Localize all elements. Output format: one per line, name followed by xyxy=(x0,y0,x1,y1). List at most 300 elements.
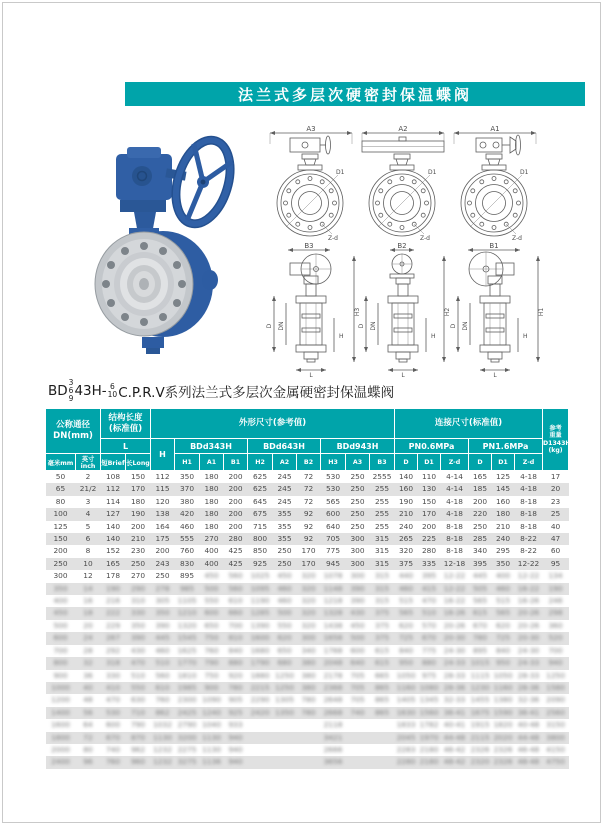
dim-label-b2: B2 xyxy=(397,242,407,250)
table-cell: 1770 xyxy=(177,658,197,668)
dim-label-h: H xyxy=(431,333,436,340)
table-cell: 705 xyxy=(325,534,341,544)
table-cell: 780 xyxy=(301,707,316,717)
table-row xyxy=(46,483,569,495)
table-cell: 715 xyxy=(252,521,268,531)
table-cell: 32-36 xyxy=(517,695,540,705)
table-cell: 200 xyxy=(228,496,243,506)
table-cell: 565 xyxy=(472,596,488,606)
table-cell: 985 xyxy=(179,583,195,593)
table-cell: 20-26 xyxy=(443,620,466,630)
table-cell: 900 xyxy=(53,670,68,680)
table-cell: 840 xyxy=(228,645,243,655)
table-cell: 267 xyxy=(105,633,121,643)
table-cell: 440 xyxy=(398,571,414,581)
table-cell: 445 xyxy=(155,633,170,643)
table-cell: 780 xyxy=(301,695,316,705)
table-cell: 865 xyxy=(374,707,390,717)
sub-header-cell: D1 xyxy=(492,454,515,471)
table-cell: 2048 xyxy=(323,658,343,668)
sub-header-cell: 短Brief xyxy=(101,454,126,471)
diagram-front-a2 xyxy=(356,124,450,242)
bottom-cap-end xyxy=(146,348,160,354)
table-cell: 250 xyxy=(350,484,365,494)
table-cell: 65 xyxy=(55,484,66,494)
table-cell: 920 xyxy=(228,670,243,680)
table-cell: 200 xyxy=(228,484,243,494)
table-cell: 425 xyxy=(228,546,243,556)
table-cell: 100 xyxy=(53,509,68,519)
table-cell: 560 xyxy=(228,583,243,593)
table-cell: 620 xyxy=(277,633,292,643)
table-cell: 12-22 xyxy=(517,558,540,568)
table-cell: 250 xyxy=(350,509,365,519)
table-cell: 225 xyxy=(421,534,437,544)
table-cell: 315 xyxy=(374,571,390,581)
sub-header-cell: Z-d xyxy=(515,454,543,471)
table-cell: 110 xyxy=(421,472,437,481)
table-cell: 380 xyxy=(301,658,316,668)
table-cell: 40 xyxy=(83,682,93,692)
spec-table-body xyxy=(46,471,569,769)
table-cell: 1658 xyxy=(323,633,343,643)
table-cell: 1032 xyxy=(153,720,172,730)
table-cell xyxy=(297,732,321,744)
table-cell xyxy=(346,756,370,768)
dim-label-h3: H3 xyxy=(354,307,361,317)
table-cell: 210 xyxy=(130,534,146,544)
table-cell: 28-36 xyxy=(517,682,540,692)
header-model-943: BDd943H xyxy=(321,439,395,454)
table-cell: 390 xyxy=(130,633,146,643)
table-cell: 12-22 xyxy=(517,571,540,581)
table-cell: 20-26 xyxy=(517,608,540,618)
table-cell: 2420 xyxy=(250,707,270,717)
table-cell: 555 xyxy=(179,534,195,544)
dim-label-zd: Z-d xyxy=(328,235,338,242)
table-cell: 1438 xyxy=(323,620,343,630)
dim-label-h: H xyxy=(523,333,528,340)
table-cell: 530 xyxy=(105,707,121,717)
table-cell: 1190 xyxy=(250,596,270,606)
table-cell: 200 xyxy=(155,546,170,556)
table-cell: 318 xyxy=(105,658,121,668)
table-cell: 450 xyxy=(204,571,219,581)
table-cell: 2280 xyxy=(396,757,416,767)
table-cell: 25 xyxy=(550,509,561,519)
table-cell: 250 xyxy=(277,546,292,556)
table-cell: 400 xyxy=(495,571,511,581)
table-cell: 1130 xyxy=(202,732,221,742)
table-cell: 250 xyxy=(155,571,170,581)
table-cell: 2326 xyxy=(470,744,490,754)
table-cell: 1250 xyxy=(275,682,294,692)
table-cell: 28-33 xyxy=(517,670,540,680)
model-designation xyxy=(48,377,588,405)
table-cell: 16 xyxy=(83,596,93,606)
table-cell: 1240 xyxy=(202,707,221,717)
table-row xyxy=(46,508,569,520)
table-cell: 1768 xyxy=(323,645,343,655)
table-cell: 700 xyxy=(228,620,243,630)
table-cell: 2178 xyxy=(323,670,343,680)
table-cell: 950 xyxy=(398,658,414,668)
dim-label-l: L xyxy=(493,372,497,378)
model-mid: 43H- xyxy=(74,383,107,399)
model-suffix: C.P.R.V系列法兰式多层次金属硬密封保温蝶阀 xyxy=(118,385,395,401)
table-cell: 8-18 xyxy=(446,534,463,544)
table-cell: 1050 xyxy=(396,670,416,680)
table-cell: 2115 xyxy=(470,732,490,742)
table-cell xyxy=(273,744,297,756)
table-cell: 255 xyxy=(374,509,390,519)
table-cell: 46-42 xyxy=(443,744,466,754)
table-cell: 44-48 xyxy=(443,732,466,742)
table-cell: 3150 xyxy=(546,720,565,730)
sub-header-cell: A1 xyxy=(200,454,224,471)
table-cell: 425 xyxy=(228,558,243,568)
table-cell: 40 xyxy=(550,521,561,531)
table-cell: 24-33 xyxy=(443,658,466,668)
table-cell: 2118 xyxy=(323,720,343,730)
dim-label-b3: B3 xyxy=(304,242,314,250)
table-cell: 620 xyxy=(398,620,414,630)
dim-label-dn: DN xyxy=(462,321,469,331)
table-cell: 170 xyxy=(301,546,316,556)
table-cell: 335 xyxy=(421,558,437,568)
table-cell: 725 xyxy=(495,633,511,643)
table-cell: 108 xyxy=(105,472,121,481)
table-cell: 460 xyxy=(495,583,511,593)
header-outline-dims: 外形尺寸(参考值) xyxy=(151,409,395,439)
table-cell: 750 xyxy=(204,670,219,680)
table-cell: 320 xyxy=(301,571,316,581)
table-cell: 615 xyxy=(374,658,390,668)
table-cell: 250 xyxy=(130,558,146,568)
table-cell: 3 xyxy=(85,496,91,506)
diagram-front-a3 xyxy=(264,124,358,242)
table-cell: 1328 xyxy=(323,608,343,618)
table-cell: 760 xyxy=(204,645,219,655)
table-cell: 220 xyxy=(472,509,488,519)
table-cell: 375 xyxy=(374,608,390,618)
table-cell: 340 xyxy=(472,546,488,556)
table-cell: 250 xyxy=(53,558,68,568)
sub-header-cell: A3 xyxy=(346,454,370,471)
table-cell: 8 xyxy=(85,546,91,556)
table-cell: 1130 xyxy=(202,744,221,754)
table-cell: 355 xyxy=(277,521,292,531)
table-cell: 320 xyxy=(398,546,414,556)
table-row xyxy=(46,496,569,508)
table-cell: 925 xyxy=(252,558,268,568)
table-cell: 120 xyxy=(155,496,170,506)
table-cell: 615 xyxy=(472,608,488,618)
table-cell: 40-48 xyxy=(517,720,540,730)
table-cell: 370 xyxy=(179,484,195,494)
table-cell: 20 xyxy=(83,620,93,630)
table-cell: 175 xyxy=(155,534,170,544)
table-cell: 2666 xyxy=(323,744,343,754)
table-cell: 24-30 xyxy=(517,645,540,655)
table-cell: 895 xyxy=(179,571,195,581)
table-cell: 510 xyxy=(421,608,437,618)
table-row xyxy=(46,645,569,657)
table-cell: 3656 xyxy=(323,757,343,767)
dim-label-d1: D1 xyxy=(336,169,345,176)
table-cell: 20-26 xyxy=(517,620,540,630)
table-cell: 285 xyxy=(472,534,488,544)
table-cell: 140 xyxy=(105,521,121,531)
table-cell: 750 xyxy=(204,633,219,643)
table-cell: 1078 xyxy=(323,571,343,581)
table-cell: 250 xyxy=(350,521,365,531)
table-cell: 900 xyxy=(204,682,219,692)
table-cell: 895 xyxy=(472,645,488,655)
table-cell: 395 xyxy=(472,558,488,568)
table-cell: 530 xyxy=(325,484,341,494)
table-cell xyxy=(346,719,370,731)
sub-header-cell: B3 xyxy=(370,454,395,471)
table-cell: 1880 xyxy=(250,670,270,680)
sub-header-cell: B1 xyxy=(224,454,248,471)
table-cell: 1232 xyxy=(153,757,172,767)
table-cell: 229 xyxy=(105,620,121,630)
table-cell: 445 xyxy=(472,571,488,581)
dim-label-b1: B1 xyxy=(489,242,499,250)
table-cell: 620 xyxy=(495,620,511,630)
table-cell: 610 xyxy=(228,596,243,606)
valve-front-body xyxy=(369,169,437,242)
table-cell: 2320 xyxy=(470,757,490,767)
table-cell: 250 xyxy=(277,558,292,568)
table-cell: 2215 xyxy=(250,682,270,692)
table-cell: 610 xyxy=(155,682,170,692)
table-cell: 300 xyxy=(350,534,365,544)
table-cell: 265 xyxy=(398,534,414,544)
dim-label-a3: A3 xyxy=(306,125,316,133)
valve-flange xyxy=(95,232,193,336)
table-cell: 700 xyxy=(548,645,563,655)
table-cell: 950 xyxy=(495,658,511,668)
dim-label-zd: Z-d xyxy=(420,235,430,242)
valve-handwheel xyxy=(167,134,240,231)
table-cell xyxy=(346,744,370,756)
table-cell: 32 xyxy=(83,658,93,668)
table-cell: 470 xyxy=(421,596,437,606)
table-cell: 460 xyxy=(277,596,292,606)
table-cell: 130 xyxy=(421,484,437,494)
table-cell: 1160 xyxy=(493,682,513,692)
diagram-side-b2 xyxy=(356,242,456,378)
table-cell: 2368 xyxy=(323,682,343,692)
table-cell: 1200 xyxy=(51,695,70,705)
table-cell: 190 xyxy=(105,583,121,593)
table-cell: 200 xyxy=(472,496,488,506)
table-cell: 380 xyxy=(179,496,195,506)
table-cell: 300 xyxy=(350,546,365,556)
table-cell: 18 xyxy=(83,608,93,618)
table-cell: 470 xyxy=(130,658,146,668)
table-cell: 660 xyxy=(228,608,243,618)
table-cell: 630 xyxy=(130,695,146,705)
table-cell xyxy=(248,732,273,744)
table-cell: 305 xyxy=(155,596,170,606)
table-cell: 28 xyxy=(83,645,93,655)
table-cell: 520 xyxy=(548,633,563,643)
table-cell: 200 xyxy=(228,521,243,531)
table-cell: 180 xyxy=(204,521,219,531)
header-dn: 公称通径 DN(mm) xyxy=(46,409,101,454)
table-cell: 460 xyxy=(155,645,170,655)
table-cell: 1970 xyxy=(419,732,439,742)
table-cell: 216 xyxy=(105,596,121,606)
table-cell: 410 xyxy=(105,682,121,692)
table-cell: 940 xyxy=(228,732,243,742)
table-cell: 375 xyxy=(374,633,390,643)
table-row xyxy=(46,670,569,682)
table-cell: 515 xyxy=(495,596,511,606)
table-cell xyxy=(248,744,273,756)
table-cell: 4-18 xyxy=(520,484,537,494)
table-cell: 20-30 xyxy=(517,633,540,643)
table-cell: 2290 xyxy=(250,695,270,705)
table-cell: 3421 xyxy=(323,732,343,742)
table-cell: 625 xyxy=(252,484,268,494)
table-cell: 240 xyxy=(495,534,511,544)
table-cell: 80 xyxy=(55,496,66,506)
table-cell: 40-41 xyxy=(443,720,466,730)
table-cell: 375 xyxy=(398,558,414,568)
table-cell: 24-33 xyxy=(517,658,540,668)
table-cell: 1820 xyxy=(493,720,513,730)
table-cell: 295 xyxy=(495,546,511,556)
table-cell: 320 xyxy=(301,583,316,593)
table-row xyxy=(46,545,569,557)
table-cell xyxy=(297,756,321,768)
table-cell: 2326 xyxy=(493,744,513,754)
table-cell: 1390 xyxy=(250,620,270,630)
table-cell: 400 xyxy=(53,596,68,606)
gearbox-cap xyxy=(127,147,161,158)
table-cell: 245 xyxy=(277,496,292,506)
table-cell: 1090 xyxy=(202,695,221,705)
table-cell: 1405 xyxy=(396,695,416,705)
table-cell: 960 xyxy=(130,757,146,767)
table-cell: 705 xyxy=(350,695,365,705)
table-cell: 840 xyxy=(495,645,511,655)
table-cell: 1590 xyxy=(493,707,513,717)
table-cell: 775 xyxy=(325,546,341,556)
table-cell: 140 xyxy=(398,472,414,481)
table-cell: 1630 xyxy=(396,707,416,717)
table-cell: 4750 xyxy=(546,757,565,767)
table-cell: 12-22 xyxy=(443,571,466,581)
table-cell: 1130 xyxy=(153,732,172,742)
table-cell: 165 xyxy=(105,558,121,568)
table-cell: 24-30 xyxy=(443,645,466,655)
table-cell: 152 xyxy=(105,546,121,556)
table-cell xyxy=(273,732,297,744)
table-cell: 430 xyxy=(130,645,146,655)
table-cell: 840 xyxy=(398,645,414,655)
table-cell: 1025 xyxy=(250,571,270,581)
table-cell: 14 xyxy=(83,583,93,593)
table-cell: 1782 xyxy=(419,720,439,730)
header-model-343: BDd343H xyxy=(175,439,248,454)
sub-header-cell: 长Long xyxy=(126,454,151,471)
table-cell: 138 xyxy=(155,509,170,519)
table-cell: 250 xyxy=(350,472,365,481)
dim-label-dn: DN xyxy=(278,321,285,331)
table-cell: 2648 xyxy=(323,695,343,705)
table-cell: 1680 xyxy=(250,645,270,655)
table-cell: 21/2 xyxy=(79,484,97,494)
table-cell: 800 xyxy=(252,534,268,544)
table-cell: 60 xyxy=(550,546,561,556)
table-cell: 44-48 xyxy=(517,732,540,742)
table-cell: 160 xyxy=(398,484,414,494)
gearbox-base xyxy=(120,200,166,212)
table-cell: 240 xyxy=(398,521,414,531)
table-cell: 145 xyxy=(495,484,511,494)
table-cell: 725 xyxy=(398,633,414,643)
sub-header-cell: H3 xyxy=(321,454,346,471)
table-cell: 705 xyxy=(350,682,365,692)
table-cell: 72 xyxy=(83,732,93,742)
table-cell: 150 xyxy=(130,472,146,481)
table-cell: 125 xyxy=(53,521,68,531)
table-cell: 8-18 xyxy=(520,496,537,506)
header-connect-dims: 连接尺寸(标准值) xyxy=(395,409,543,439)
table-cell: 2326 xyxy=(493,757,513,767)
table-cell: 23 xyxy=(550,496,561,506)
table-cell: 450 xyxy=(53,608,68,618)
table-cell: 48-42 xyxy=(443,757,466,767)
table-cell: 3800 xyxy=(546,732,565,742)
table-cell: 350 xyxy=(53,583,68,593)
table-cell: 246 xyxy=(548,596,563,606)
dim-label-d: D xyxy=(450,323,457,329)
table-cell: 185 xyxy=(472,484,488,494)
table-cell: 8-18 xyxy=(520,521,537,531)
table-cell: 500 xyxy=(53,620,68,630)
table-cell: 550 xyxy=(277,620,292,630)
table-cell: 4-14 xyxy=(446,472,463,481)
sub-header-cell: H1 xyxy=(175,454,200,471)
table-cell: 8-18 xyxy=(520,509,537,519)
table-row xyxy=(46,521,569,533)
dim-label-d1: D1 xyxy=(520,169,529,176)
table-cell: 450 xyxy=(350,620,365,630)
table-cell: 1545 xyxy=(177,633,197,643)
table-cell: 56 xyxy=(83,707,93,717)
table-cell: 178 xyxy=(105,571,121,581)
table-cell: 615 xyxy=(374,645,390,655)
table-cell: 210 xyxy=(398,509,414,519)
table-cell: 790 xyxy=(130,720,146,730)
table-cell: 1305 xyxy=(275,695,294,705)
table-cell: 450 xyxy=(277,571,292,581)
table-cell: 790 xyxy=(204,658,219,668)
table-cell: 1250 xyxy=(275,670,294,680)
sub-header-cell: D1 xyxy=(418,454,441,471)
table-cell: 4-18 xyxy=(520,472,537,481)
dim-label-h2: H2 xyxy=(444,307,451,317)
sub-header-cell: A2 xyxy=(273,454,297,471)
table-cell: 810 xyxy=(228,633,243,643)
diagram-front-a1 xyxy=(448,124,542,242)
